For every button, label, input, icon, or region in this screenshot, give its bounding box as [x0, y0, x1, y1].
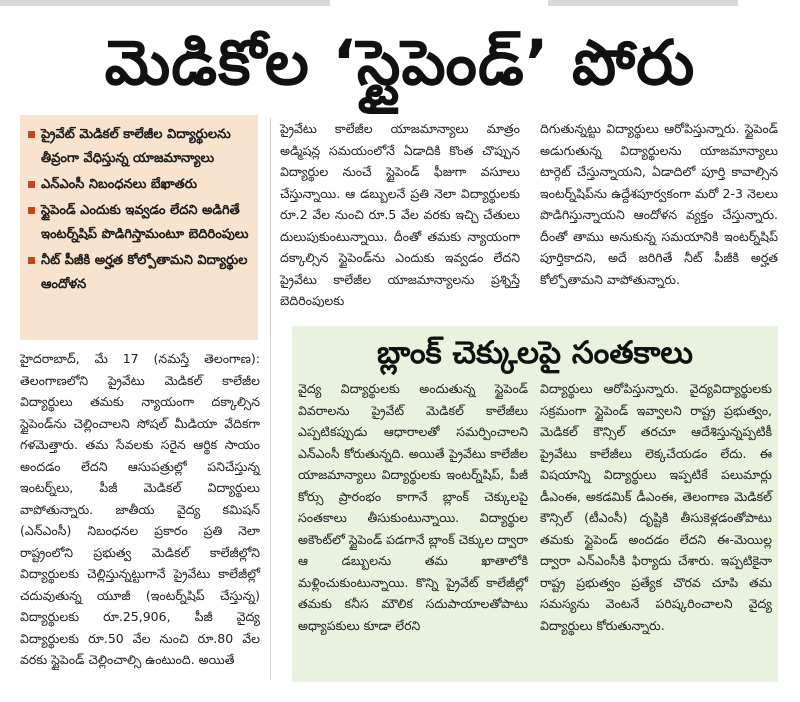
bullet-square-icon	[28, 257, 35, 264]
middle-column-top	[280, 118, 520, 312]
left-column	[20, 348, 260, 671]
highlights-box	[20, 115, 258, 340]
middle-column-bottom	[298, 378, 528, 636]
top-rule-left	[0, 0, 330, 6]
subsection-heading: బ్లాంక్ చెక్కులపై సంతకాలు	[376, 335, 694, 371]
bullet-square-icon	[28, 181, 35, 188]
middle-top-text: ప్రైవేటు కాలేజీల యాజమాన్యాలు మాత్రం అడ్మిషన్ల సమయంలోనే ఏడాదికి కొంత చొప్పున విద్యార్థుల నుంచే స్టైపెండ్ ఫీజుగా వసూలు చేస్తున్నాయి. ఆ డబ్బులనే ప్రతి నెలా విద్యార్థులకు రూ.2 వేల నుంచి రూ.5 వేల వరకు ఇచ్చి చేతులు దులుపుకుంటున్నాయి. దీంతో తమకు న్యాయంగా దక్కాల్సిన స్టైపెండ్‌ను ఎందుకు ఇవ్వడం లేదని ప్రైవేటు కాలేజీల యాజమాన్యాలను ప్రశ్నిస్తే బెదిరింపులకు	[280, 121, 520, 308]
middle-bottom-text: వైద్య విద్యార్థులకు అందుతున్న స్టైపెండ్ వివరాలను ప్రైవేట్ మెడికల్ కాలేజీలు ఎప్పటికప్పుడు ఆధారాలతో సమర్పించాలని ఎన్ఎంసీ కోరుతున్నది. అయితే ప్రైవేటు కాలేజీల యాజమాన్యాలు విద్యార్థులకు ఇంటర్న్‌షిప్, పీజీ కోర్సు ప్రారంభం కాగానే బ్లాంక్ చెక్కులపై సంతకాలు తీసుకుంటున్నాయి. విద్యార్థుల అకౌంట్‌లో స్టైపెండ్ పడగానే బ్లాంక్ చెక్కుల ద్వారా ఆ డబ్బులను తమ ఖాతాలోకి మళ్లించుకుంటున్నాయి. కొన్ని ప్రైవేట్ కాలేజీల్లో తమకు కనీస మౌలిక సదుపాయాలతోపాటు అధ్యాపకులు కూడా లేరని	[298, 381, 528, 633]
highlight-item	[28, 249, 250, 297]
right-bottom-text: విద్యార్థులు ఆరోపిస్తున్నారు. వైద్యవిద్యార్థులకు సక్రమంగా స్టైపెండ్ ఇవ్వాలని రాష్ట్ర ప్రభుత్వం, మెడికల్ కౌన్సిల్ తరచూ ఆదేశిస్తున్నప్పటికీ ప్రైవేటు కాలేజీలు లెక్కచేయడం లేదు. ఈ విషయాన్ని విద్యార్థులు ఇప్పటికే పలుమార్లు డీఎంఈ, అకడమిక్ డీఎంఈ, తెలంగాణ మెడికల్ కౌన్సిల్ (టీఎంసీ) దృష్టికి తీసుకెళ్లడంతోపాటు తమకు స్టైపెండ్ అందడం లేదని ఈ-మెయిల్ల ద్వారా ఎన్ఎంసీకి ఫిర్యాదు చేశారు. ఇప్పటికైనా రాష్ట్ర ప్రభుత్వం ప్రత్యేక చొరవ చూపి తమ సమస్యను వెంటనే పరిష్కరించాలని వైద్య విద్యార్థులు కోరుతున్నారు.	[540, 381, 772, 633]
bullet-square-icon	[28, 131, 35, 138]
bullet-square-icon	[28, 207, 35, 214]
highlight-item	[28, 123, 250, 171]
highlight-text: ఎన్ఎంసీ నిబంధనలు బేఖాతరు	[41, 177, 197, 192]
left-column-text: హైదరాబాద్, మే 17 (నమస్తే తెలంగాణ): తెలంగాణలోని ప్రైవేటు మెడికల్ కాలేజీల విద్యార్థులు తమకు న్యాయంగా దక్కాల్సిన స్టైపెండ్‌ను చెల్లించాలని సోషల్ మీడియా వేదికగా గళమెత్తారు. తమ సేవలకు సరైన ఆర్థిక సాయం అందడం లేదని ఆసుపత్రుల్లో పనిచేస్తున్న ఇంటర్న్‌లు, పీజీ మెడికల్ విద్యార్థులు వాపోతున్నారు. జాతీయ వైద్య కమిషన్ (ఎన్ఎంసీ) నిబంధనల ప్రకారం ప్రతి నెలా రాష్ట్రంలోని ప్రభుత్వ మెడికల్ కాలేజీల్లోని విద్యార్థులకు చెల్లిస్తున్నట్టుగానే ప్రైవేటు కాలేజీల్లో చదువుతున్న యూజీ (ఇంటర్న్‌షిప్ చేస్తున్న) విద్యార్థులకు రూ.25,906, పీజీ వైద్య విద్యార్థులకు రూ.50 వేల నుంచి రూ.80 వేల వరకు స్టైపెండ్ చెల్లించాల్సి ఉంటుంది. అయితే	[20, 351, 260, 667]
right-top-text: దిగుతున్నట్టు విద్యార్థులు ఆరోపిస్తున్నారు. స్టైపెండ్ అడుగుతున్న విద్యార్థులను యాజమాన్యాలు టార్గెట్ చేస్తున్నాయని, ఏడాదిలో పూర్తి కావాల్సిన ఇంటర్న్‌షిప్‌ను ఉద్దేశపూర్వకంగా మరో 2-3 నెలలు పొడిగిస్తున్నాయని ఆందోళన వ్యక్తం చేస్తున్నారు. దీంతో తాము అనుకున్న సమయానికి ఇంటర్న్‌షిప్ పూర్తికాదని, అదే జరిగితే నీట్ పీజీకి అర్హత కోల్పోతామని వాపోతున్నారు.	[540, 121, 778, 287]
column-divider	[270, 118, 271, 680]
highlight-text: నీట్ పీజీకి అర్హత కోల్పోతామని విద్యార్థుల ఆందోళన	[41, 253, 248, 292]
right-column-bottom	[540, 378, 772, 636]
right-column-top	[540, 118, 778, 290]
highlight-text: ప్రైవేట్ మెడికల్ కాలేజీల విద్యార్థులను తీవ్రంగా వేధిస్తున్న యాజమాన్యాలు	[41, 127, 231, 166]
highlight-item	[28, 173, 250, 197]
headline: మెడికోల ‘స్టైపెండ్’ పోరు	[104, 26, 696, 99]
top-rule-right	[548, 0, 738, 6]
highlight-text: స్టైపెండ్ ఎందుకు ఇవ్వడం లేదని అడిగితే ఇంటర్న్‌షిప్ పొడిగిస్తామంటూ బెదిరింపులు	[41, 203, 249, 242]
highlight-item	[28, 199, 250, 247]
